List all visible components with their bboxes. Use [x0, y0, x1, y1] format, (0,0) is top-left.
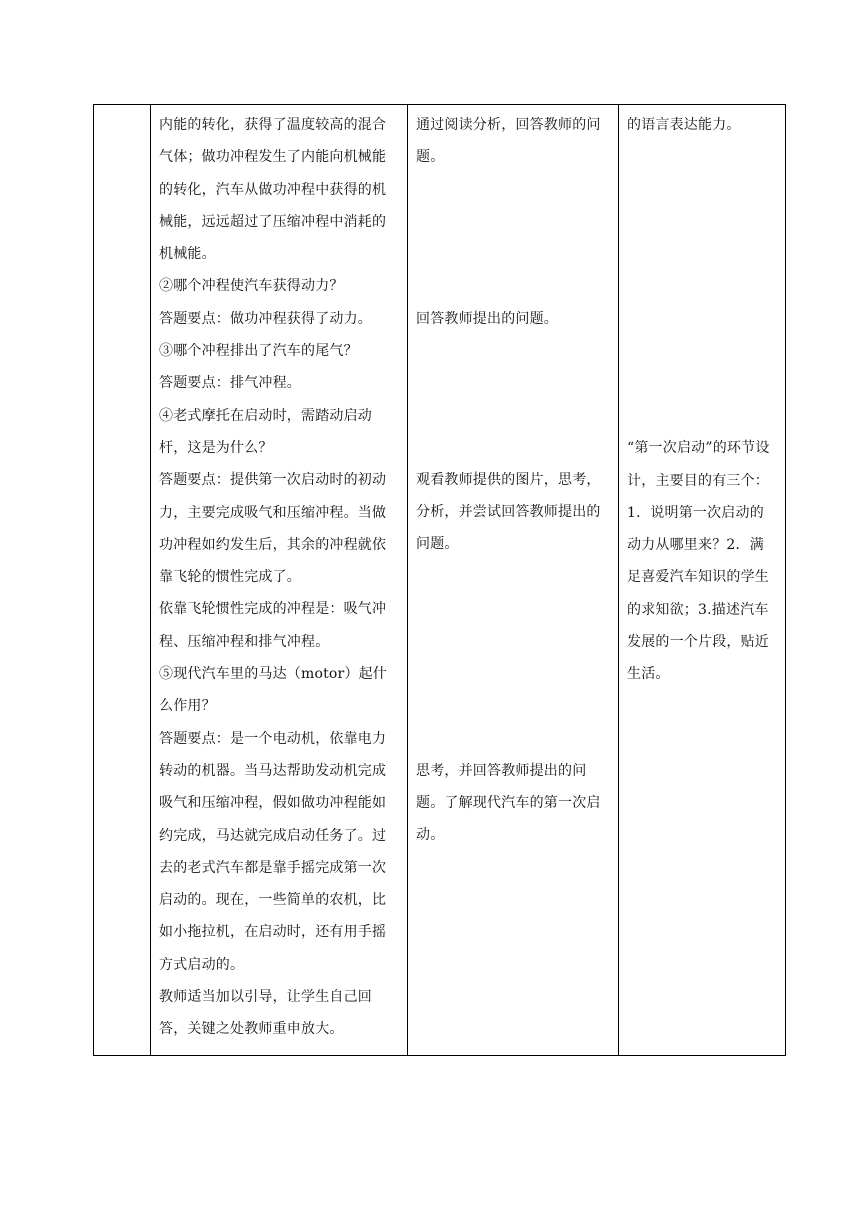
table-row	[94, 105, 786, 1056]
design-intent-cell	[619, 105, 786, 1056]
design-intent-1: 的语言表达能力。	[627, 117, 741, 133]
spacer	[627, 141, 777, 432]
student-activity-1: 通过阅读分析，回答教师的问题。	[416, 117, 601, 166]
teacher-guidance: 教师适当加以引导，让学生自己回答，关键之处教师重申放大。	[159, 989, 372, 1038]
teacher-note-4: 依靠飞轮惯性完成的冲程是：吸气冲程、压缩冲程和排气冲程。	[159, 601, 387, 650]
spacer	[416, 335, 610, 464]
spacer	[416, 561, 610, 755]
student-activity-2: 回答教师提出的问题。	[416, 310, 558, 327]
teacher-question-2: ②哪个冲程使汽车获得动力？	[159, 278, 344, 295]
empty-cell	[94, 105, 151, 1056]
lesson-plan-table	[93, 104, 786, 1056]
teacher-question-4: ④老式摩托在启动时，需踏动启动杆，这是为什么？	[159, 407, 372, 456]
teacher-answer-2: 答题要点：做功冲程获得了动力。	[159, 310, 372, 327]
teacher-answer-4: 答题要点：提供第一次启动时的初动力，主要完成吸气和压缩冲程。当做功冲程如约发生后，其余的冲程就依靠飞轮的惯性完成了。	[159, 472, 387, 586]
student-activity-4: 思考，并回答教师提出的问题。了解现代汽车的第一次启动。	[416, 762, 601, 844]
teacher-activity-cell	[151, 105, 408, 1056]
teacher-question-5: ⑤现代汽车里的马达（motor）起什么作用？	[159, 666, 388, 715]
student-activity-cell	[408, 105, 619, 1056]
teacher-answer-5: 答题要点：是一个电动机，依靠电力转动的机器。当马达帮助发动机完成吸气和压缩冲程，假如做功冲程能如约完成，马达就完成启动任务了。过去的老式汽车都是靠手摇完成第一次启动的。现在，一些简单的农机，比如小拖拉机，在启动时，还有用手摇方式启动的。	[159, 730, 387, 973]
spacer	[416, 174, 610, 303]
teacher-question-3: ③哪个冲程排出了汽车的尾气？	[159, 343, 358, 360]
student-activity-3: 观看教师提供的图片，思考，分析，并尝试回答教师提出的问题。	[416, 471, 601, 553]
design-intent-2: “第一次启动”的环节设计，主要目的有三个：1．说明第一次启动的动力从哪里来？2．满足喜爱汽车知识的学生的求知欲；3.描述汽车发展的一个片段，贴近生活。	[627, 440, 770, 683]
teacher-paragraph: 内能的转化，获得了温度较高的混合气体；做功冲程发生了内能向机械能的转化，汽车从做功冲程中获得的机械能，远远超过了压缩冲程中消耗的机械能。	[159, 117, 387, 263]
teacher-answer-3: 答题要点：排气冲程。	[159, 375, 301, 392]
